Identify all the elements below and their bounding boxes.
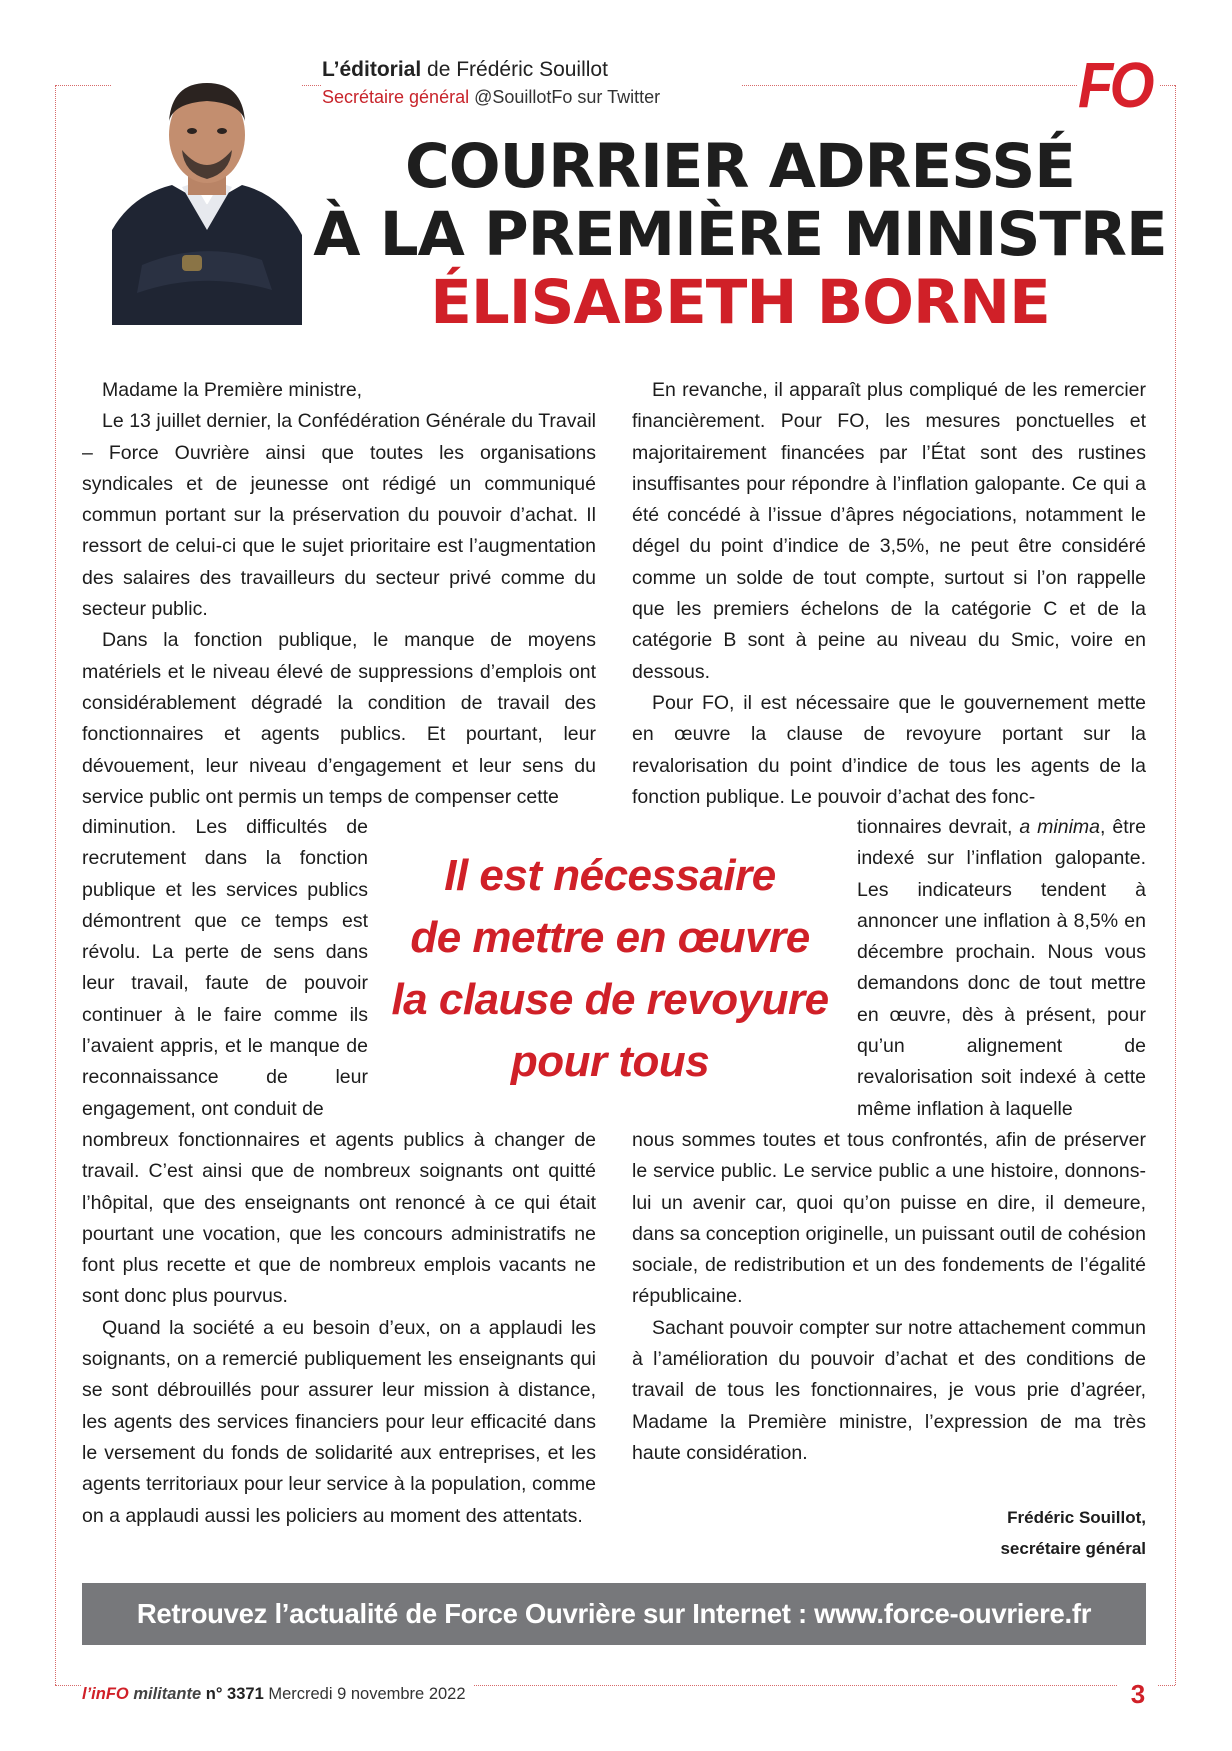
publication-brand-prefix: l’: [82, 1685, 92, 1703]
pull-quote-line-4: pour tous: [510, 1037, 710, 1086]
author-role: Secrétaire général: [322, 87, 470, 107]
headline-line-1: COURRIER ADRESSÉ: [405, 131, 1075, 202]
issue-date: Mercredi 9 novembre 2022: [263, 1685, 466, 1703]
editorial-header: [322, 52, 742, 114]
signature-name: Frédéric Souillot,: [1007, 1508, 1146, 1527]
letter-column-left-top: [82, 375, 596, 813]
letter-column-left-bottom: [82, 1125, 596, 1532]
letter-column-right-top: [632, 375, 1146, 813]
paragraph-3: Quand la société a eu besoin d’eux, on a applaudi les soignants, on a remercié publiquement les enseignants qui se sont débrouillés pour assurer leur mission à distance, les agents des services financiers pour leur efficacité dans le versement du fonds de solidarité aux entreprises, et les agents territoriaux pour leur service à la population, comme on a applaudi aussi les policiers au moment des attentats.: [82, 1316, 596, 1527]
a-minima-italic: a minima: [1019, 816, 1101, 838]
issue-number: n° 3371: [201, 1685, 264, 1703]
paragraph-2-middle: diminution. Les difficultés de recrutement dans la fonction publique et les services publics démontrent que ce temps est révolu. La perte de sens dans leur travail, faute de pouvoir continuer à le faire comme ils l’avaient appris, et le manque de reconnaissance de leur engagement, ont conduit de: [82, 816, 368, 1120]
paragraph-1: Le 13 juillet dernier, la Confédération Générale du Travail – Force Ouvrière ainsi que toutes les organisations syndicales et de jeunesse ont rédigé un communiqué commun portant sur la préservation du pouvoir d’achat. Il ressort de celui-ci que le sujet prioritaire est l’augmentation des salaires des travailleurs du secteur privé comme du secteur public.: [82, 410, 596, 621]
page-footer: [82, 1680, 474, 1708]
paragraph-5-middle-b: , être indexé sur l’inflation galopante. Les indicateurs tendent à annoncer une inflation à 8,5% en décembre prochain. Nous vous demandons donc de tout mettre en œuvre, dès à présent, pour qu’un alignement de revalorisation soit indexé à cette même inflation à laquelle: [857, 816, 1146, 1120]
paragraph-2-start: Dans la fonction publique, le manque de moyens matériels et le niveau élevé de suppressions d’emplois ont considérablement dégradé la condition de travail des fonctionnaires et agents publics. Et pourtant, leur dévouement, leur niveau d’engagement et leur sens du service public ont permis un temps de compenser cette: [82, 629, 596, 808]
letter-column-right-bottom: [632, 1125, 1146, 1469]
paragraph-5-middle-a: tionnaires devrait,: [857, 816, 1020, 838]
author-name: de Frédéric Souillot: [421, 58, 608, 81]
headline-line-2: À LA PREMIÈRE MINISTRE: [313, 199, 1167, 270]
paragraph-2-end: nombreux fonctionnaires et agents publics à changer de travail. C’est ainsi que de nombreux soignants ont quitté l’hôpital, que des enseignants ont renoncé à ce qui était pourtant une vocation, que les concours administratifs ne font plus recette et que de nombreux emplois vacants ne sont donc plus pourvus.: [82, 1129, 596, 1308]
publication-brand-suffix: militante: [128, 1685, 202, 1703]
pull-quote-line-1: Il est nécessaire: [444, 851, 776, 900]
fo-logo-text: FO: [1078, 49, 1151, 121]
frame-border-left: [55, 85, 56, 1685]
paragraph-6: Sachant pouvoir compter sur notre attachement commun à l’amélioration du pouvoir d’achat et des conditions de travail de tous les fonctionnaires, je vous prie d’agréer, Madame la Première ministre, l’expression de ma très haute considération.: [632, 1316, 1146, 1464]
publication-brand: inFO: [91, 1685, 129, 1703]
website-banner-text[interactable]: Retrouvez l’actualité de Force Ouvrière sur Internet : www.force-ouvriere.fr: [136, 1598, 1092, 1629]
pull-quote-line-2: de mettre en œuvre: [410, 913, 810, 962]
author-portrait: [112, 55, 302, 325]
paragraph-4: En revanche, il apparaît plus compliqué de les remercier financièrement. Pour FO, les mesures ponctuelles et majoritairement financées par l’État sont des rustines insuffisantes pour répondre à l’inflation galopante. Ce qui a été concédé à l’issue d’âpres négociations, notamment le dégel du point d’indice de 3,5%, ne peut être considéré comme un solde de tout compte, surtout si l’on rappelle que les premiers échelons de la catégorie C et de la catégorie B sont à peine au niveau du Smic, voire en dessous.: [632, 379, 1146, 683]
editorial-label: L’éditorial: [322, 58, 422, 81]
headline-line-3: ÉLISABETH BORNE: [430, 267, 1050, 338]
author-role-line: [322, 84, 732, 110]
paragraph-5-start: Pour FO, il est nécessaire que le gouvernement mette en œuvre la clause de revoyure portant sur la revalorisation du point d’indice de tous les agents de la fonction publique. Le pouvoir d’achat des fonc-: [632, 691, 1146, 808]
paragraph-5-middle: [857, 812, 1146, 1125]
letter-column-left-wrap: [82, 812, 368, 1125]
signature-title: secrétaire général: [1000, 1539, 1146, 1558]
headline: [300, 133, 1180, 337]
letter-column-right-wrap: [857, 812, 1146, 1125]
fo-logo: [1078, 50, 1160, 120]
signature: [880, 1502, 1146, 1564]
pull-quote-line-3: la clause de revoyure: [391, 975, 829, 1024]
website-banner[interactable]: [82, 1583, 1146, 1645]
twitter-handle: @SouillotFo sur Twitter: [469, 87, 661, 107]
page-number: 3: [1118, 1678, 1158, 1710]
salutation: Madame la Première ministre,: [102, 379, 363, 401]
paragraph-5-end: nous sommes toutes et tous confrontés, afin de préserver le service public. Le service public a une histoire, donnons-lui un avenir car, quoi qu’on puisse en dire, il demeure, dans sa conception originelle, un puissant outil de cohésion sociale, de redistribution et un des fondements de l’égalité républicaine.: [632, 1129, 1146, 1308]
pull-quote: [380, 845, 840, 1093]
editorial-byline: [322, 56, 732, 84]
